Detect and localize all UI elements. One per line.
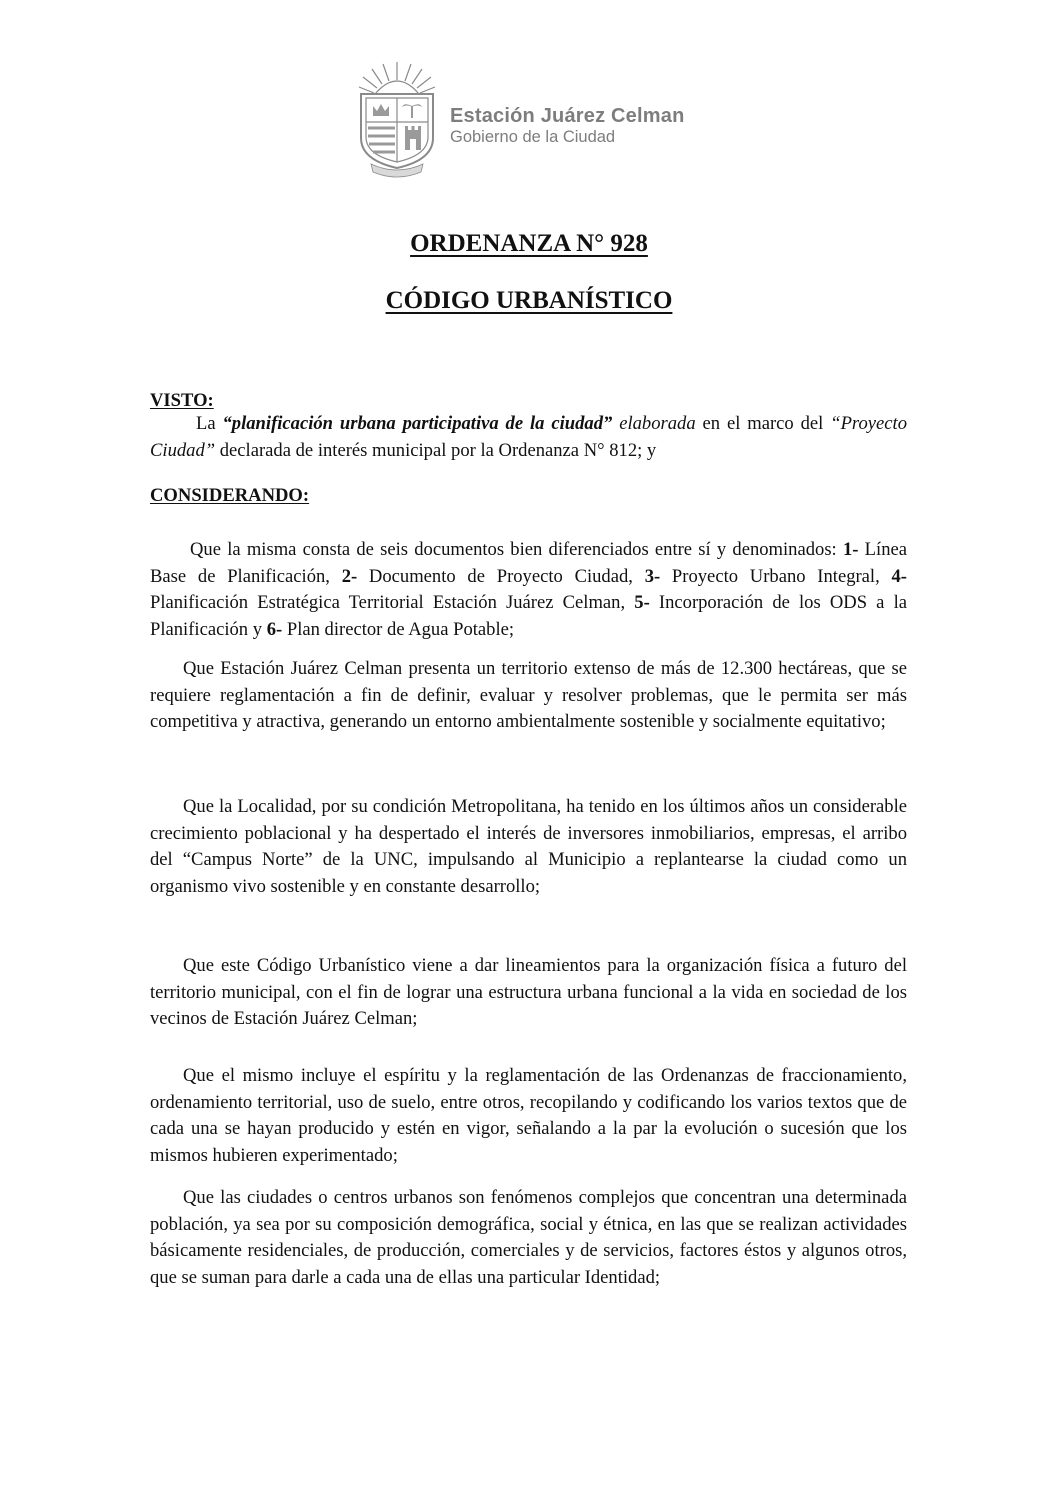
organization-name: Estación Juárez Celman bbox=[450, 105, 685, 127]
considerando-heading: CONSIDERANDO: bbox=[150, 485, 310, 506]
ordinance-number-title: ORDENANZA N° 928 bbox=[410, 230, 648, 257]
organization-subtitle: Gobierno de la Ciudad bbox=[450, 128, 616, 146]
municipal-crest-icon bbox=[355, 60, 440, 178]
considerando-paragraph-3: Que la Localidad, por su condición Metropolitana, ha tenido en los últimos años un considerable crecimiento poblacional y ha despertado el interés de inversores inmobiliarios, empresas, el arribo del “Campus Norte” de la UNC, impulsando al Municipio a replantearse la ciudad como un organismo vivo sostenible y en constante desarrollo; bbox=[150, 796, 907, 897]
considerando-paragraph-6: Que las ciudades o centros urbanos son fenómenos complejos que concentran una determinada población, ya sea por su composición demográfica, social y étnica, en las que se realizan actividades básicamente residenciales, de producción, comerciales y de servicios, factores éstos y algunos otros, que se suman para darle a cada una de ellas una particular Identidad; bbox=[150, 1187, 907, 1288]
considerando-paragraph-2: Que Estación Juárez Celman presenta un territorio extenso de más de 12.300 hectáreas, que se requiere reglamentación a fin de definir, evaluar y resolver problemas, que le permita ser más competitiva y atractiva, generando un entorno ambientalmente sostenible y socialmente equitativo; bbox=[150, 658, 907, 733]
plan-title: “planificación urbana participativa de la ciudad” bbox=[222, 413, 613, 434]
letterhead bbox=[355, 60, 755, 180]
visto-heading: VISTO: bbox=[150, 390, 214, 411]
organization-block bbox=[450, 105, 685, 147]
considerando-paragraph-5: Que el mismo incluye el espíritu y la reglamentación de las Ordenanzas de fraccionamiento, ordenamiento territorial, uso de suelo, entre otros, recopilando y codificando los varios textos que de cada una se hayan producido y estén en vigor, señalando a la par la evolución o sucesión que los mismos hubieren experimentado; bbox=[150, 1065, 907, 1166]
code-title: CÓDIGO URBANÍSTICO bbox=[385, 287, 673, 314]
visto-paragraph: La “planificación urbana participativa de la ciudad” elaborada en el marco del “Proyecto Ciudad” declarada de interés municipal por la Ordenanza N° 812; y bbox=[150, 413, 907, 461]
considerando-paragraph-1: Que la misma consta de seis documentos bien diferenciados entre sí y denominados: 1- Línea Base de Planificación, 2- Documento de Proyecto Ciudad, 3- Proyecto Urbano Integral, 4- Planificación Estratégica Territorial Estación Juárez Celman, 5- Incorporación de los ODS a la Planificación y 6- Plan director de Agua Potable; bbox=[150, 539, 907, 640]
project-title: “Proyecto Ciudad” bbox=[150, 413, 907, 461]
considerando-paragraph-4: Que este Código Urbanístico viene a dar lineamientos para la organización física a futuro del territorio municipal, con el fin de lograr una estructura urbana funcional a la vida en sociedad de los vecinos de Estación Juárez Celman; bbox=[150, 955, 907, 1030]
